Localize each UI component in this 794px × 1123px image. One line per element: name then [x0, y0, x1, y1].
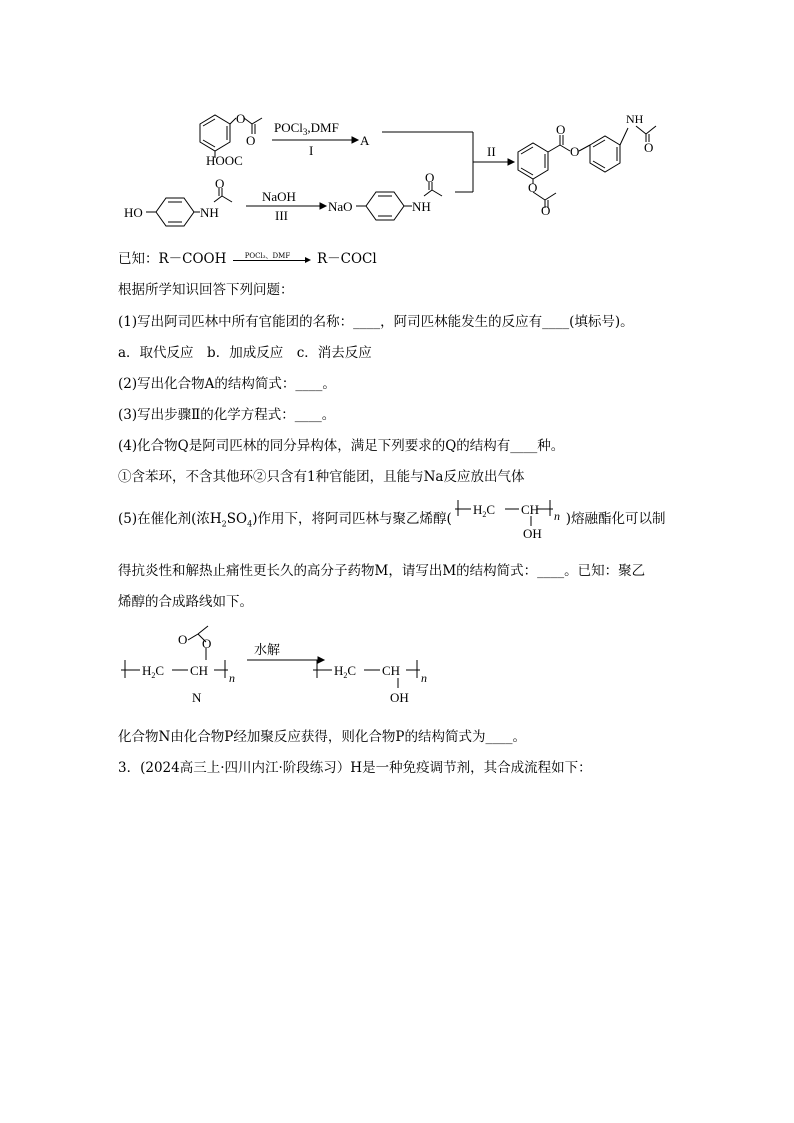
reagent-step3: NaOH: [262, 189, 296, 204]
o-label: O: [178, 632, 188, 647]
question-5: [118, 510, 666, 534]
hydrolysis-label: 水解: [254, 642, 281, 657]
h2c-label: $H_2C$: [334, 663, 357, 680]
o-label: O: [425, 170, 435, 185]
h2c-label: $H_2C$: [142, 663, 165, 680]
step3-label: III: [275, 208, 288, 223]
o-label: O: [528, 180, 538, 195]
q5-text-2: SO: [226, 511, 248, 527]
question-4-conditions: ①含苯环，不含其他环②只含有1种官能团，且能与Na反应放出气体: [118, 469, 525, 485]
o-label: O: [556, 122, 566, 137]
synthesis-scheme: [0, 0, 794, 240]
o-label: O: [202, 636, 212, 651]
known-prefix: 已知：R－COOH: [118, 251, 227, 267]
o-label: O: [541, 203, 551, 218]
benzene-ring-1: [200, 115, 230, 151]
ho-label: HO: [124, 205, 143, 220]
q5-text-3: )作用下，将阿司匹林与聚乙烯醇(: [252, 511, 452, 527]
intro-text: 根据所学知识回答下列问题：: [118, 282, 294, 298]
q5-text-1: (5)在催化剂(浓H: [118, 511, 222, 527]
o-label: O: [570, 144, 580, 159]
benzene-ring-product-2: [590, 136, 620, 172]
known-suffix: R－COCl: [317, 251, 377, 267]
q5-text-4: )熔融酯化可以制: [565, 511, 666, 527]
known-arrow: [231, 253, 313, 267]
question-5-cont2: 烯醇的合成路线如下。: [118, 594, 253, 610]
q5-sub-2: 4: [247, 519, 253, 529]
known-reaction: [118, 250, 377, 268]
polyvinyl-alcohol-inline: [455, 496, 575, 546]
cooh-label: HOOC: [206, 153, 243, 168]
benzene-ring-product-1: [518, 143, 548, 179]
product-n-label: N: [192, 690, 202, 705]
n-label: n: [554, 509, 560, 523]
q5-sub-1: 2: [221, 519, 227, 529]
known-arrow-label: POCl₃、DMF: [244, 251, 291, 260]
n-compound-text: 化合物N由化合物P经加聚反应获得，则化合物P的结构简式为____。: [118, 729, 526, 745]
question-1-options: a．取代反应 b．加成反应 c．消去反应: [118, 345, 372, 361]
n-label: n: [421, 671, 427, 685]
pva-synthesis-scheme: [118, 622, 458, 712]
nh-label: NH: [626, 112, 644, 126]
o-label: O: [644, 140, 654, 155]
question-4: (4)化合物Q是阿司匹林的同分异构体，满足下列要求的Q的结构有____种。: [118, 438, 565, 454]
oh-label: OH: [390, 690, 409, 705]
nh-label: NH: [412, 199, 431, 214]
product-a-label: A: [360, 133, 370, 148]
oh-label: OH: [523, 526, 542, 541]
n-label: n: [229, 671, 235, 685]
question-1: (1)写出阿司匹林中所有官能团的名称：____，阿司匹林能发生的反应有____(填标号)。: [118, 314, 634, 330]
question-5-cont: 得抗炎性和解热止痛性更长久的高分子药物M，请写出M的结构简式：____。已知：聚乙: [118, 563, 646, 579]
question-2: (2)写出化合物A的结构简式：____。: [118, 376, 336, 392]
question-3: (3)写出步骤Ⅱ的化学方程式：____。: [118, 407, 336, 423]
nao-label: NaO: [328, 199, 353, 214]
o-label: O: [215, 176, 225, 191]
reagent-step1: POCl$_3$,DMF: [274, 120, 339, 137]
step2-label: II: [487, 144, 496, 159]
question-3-next: 3．(2024高三上·四川内江·阶段练习）H是一种免疫调节剂，其合成流程如下：: [118, 760, 592, 776]
ch-label: CH: [382, 663, 401, 678]
ch-label: CH: [521, 502, 540, 517]
step1-label: I: [309, 143, 314, 158]
ch-label: CH: [190, 663, 209, 678]
o-label: O: [246, 133, 256, 148]
h2c-label: $H_2C$: [473, 502, 496, 519]
nh-label: NH: [200, 205, 219, 220]
o-label: O: [236, 111, 246, 126]
